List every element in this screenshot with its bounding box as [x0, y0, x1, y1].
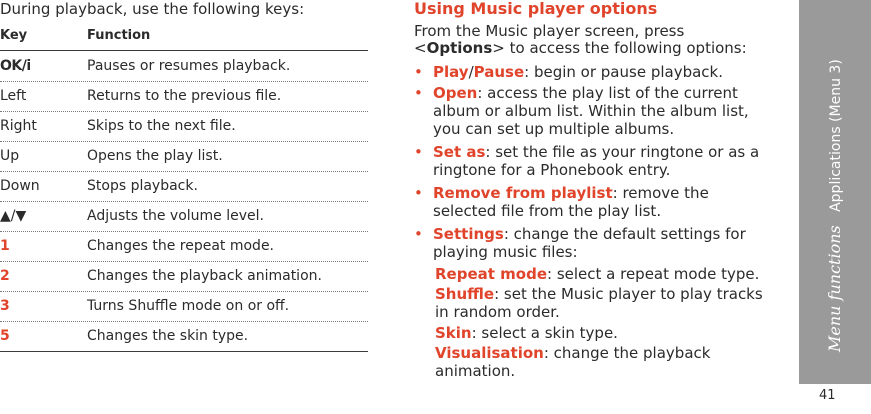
row-key: 1	[0, 238, 10, 254]
row-function: Changes the playback animation.	[87, 268, 322, 284]
options-key-label: Options	[426, 39, 493, 57]
table-row	[0, 201, 368, 232]
table-row	[0, 231, 368, 262]
row-key: 3	[0, 298, 10, 314]
sub-item: Shuffle: set the Music player to play tracks in random order.	[435, 285, 763, 321]
column-header-function: Function	[87, 28, 151, 43]
bullet-icon: •	[414, 143, 423, 161]
row-key: 5	[0, 328, 10, 344]
row-function: Stops playback.	[87, 178, 198, 194]
table-row	[0, 321, 368, 352]
table-row	[0, 171, 368, 202]
row-key: Right	[0, 118, 37, 134]
sub-item: Skin: select a skin type.	[435, 324, 618, 342]
row-key: Up	[0, 148, 20, 164]
row-function: Skips to the next file.	[87, 118, 236, 134]
row-function: Turns Shuffle mode on or off.	[87, 298, 290, 314]
sub-item: Visualisation: change the playback animation.	[435, 344, 711, 380]
row-function: Opens the play list.	[87, 148, 223, 164]
bullet-icon: •	[414, 63, 423, 81]
table-row	[0, 141, 368, 172]
row-function: Changes the repeat mode.	[87, 238, 275, 254]
section-intro: From the Music player screen, press <Options> to access the following options:	[414, 22, 747, 57]
bullet-icon: •	[414, 184, 423, 202]
volume-keys-icon: ▲/▼	[0, 208, 27, 224]
chapter-sidebar	[799, 0, 871, 384]
row-function: Pauses or resumes playback.	[87, 58, 291, 74]
row-function: Returns to the previous file.	[87, 88, 282, 104]
section-heading: Using Music player options	[414, 0, 658, 18]
sidebar-label	[821, 12, 849, 352]
table-row	[0, 51, 368, 82]
intro-text: During playback, use the following keys:	[0, 0, 305, 18]
row-key: 2	[0, 268, 10, 284]
row-key: Left	[0, 88, 27, 104]
row-key: Down	[0, 178, 40, 194]
row-function: Changes the skin type.	[87, 328, 249, 344]
bullet-icon: •	[414, 225, 423, 243]
page-number: 41	[819, 388, 836, 403]
ok-key-icon: OK/i	[0, 58, 31, 74]
table-row	[0, 291, 368, 322]
sidebar-title: Menu functions	[825, 225, 844, 352]
sidebar-subtitle: Applications (Menu 3)	[828, 59, 844, 212]
table-row	[0, 111, 368, 142]
row-function: Adjusts the volume level.	[87, 208, 264, 224]
table-row	[0, 261, 368, 292]
sub-item: Repeat mode: select a repeat mode type.	[435, 265, 760, 283]
column-header-key: Key	[0, 28, 28, 43]
table-row	[0, 81, 368, 112]
bullet-icon: •	[414, 84, 423, 102]
